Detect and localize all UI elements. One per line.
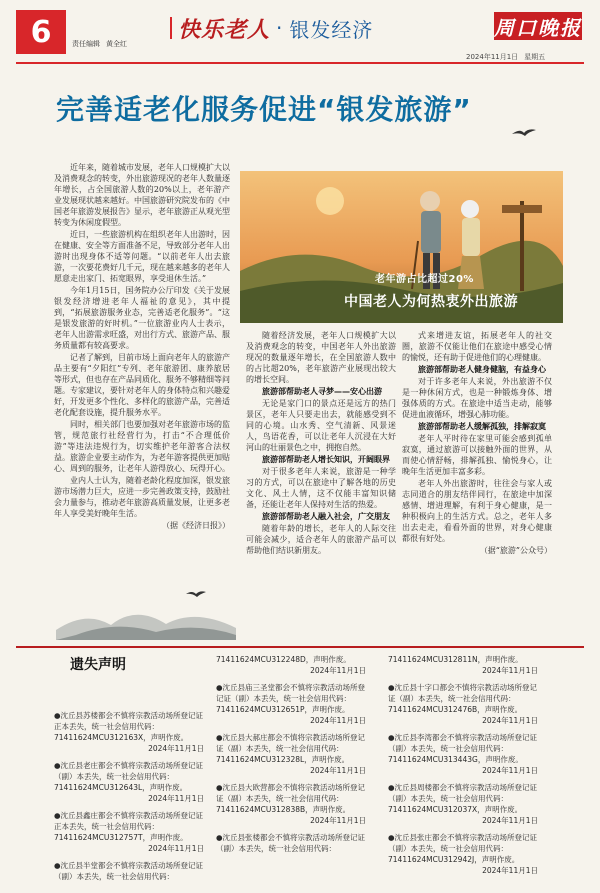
column-name: [170, 14, 373, 42]
notice-date: 2024年11月1日: [148, 744, 204, 753]
section-heading: 旅游部帮助老人融入社会，广交朋友: [262, 512, 390, 521]
notice-column-3: [388, 654, 538, 882]
article-paragraph: 业内人士认为，随着老龄化程度加深，银发旅游市场潜力巨大，应进一步完善政策支持，鼓励社会力量参与，推动老年旅游高质量发展，让更多老年人享受美好晚年生活。: [54, 476, 230, 518]
article-paragraph: 随着年龄的增长，老年人的人际交往可能会减少，适合老年人的旅游产品可以帮助他们结识新朋友。: [246, 524, 396, 555]
notice-text: ●沈丘县十字口都会不慎将宗教活动场所登记证（副）本丢失，统一社会信用代码：71411624MCU312476B，声明作废。: [388, 683, 538, 714]
article-headline: 完善适老化服务促进“银发旅游”: [56, 93, 472, 126]
editor-name: 黄全红: [106, 40, 127, 48]
notice-text: ●沈丘县老庄都会不慎将宗教活动场所登记证（副）本丢失，统一社会信用代码：71411624MCU312643L，声明作废。: [54, 761, 204, 792]
issue-date: 2024年11月1日: [466, 53, 519, 61]
column-title-sub: 银发经济: [289, 17, 374, 42]
notice-date: 2024年11月1日: [482, 766, 538, 775]
notice-date: 2024年11月1日: [482, 866, 538, 875]
editor-label: 责任编辑: [72, 40, 100, 48]
notice-item: [54, 760, 204, 804]
notice-item: [54, 860, 204, 882]
notice-column-1: [54, 710, 204, 888]
notice-date: 2024年11月1日: [310, 766, 366, 775]
issue-weekday: 星期五: [524, 53, 546, 61]
masthead: [0, 0, 600, 74]
article-paragraph: 今年1月15日，国务院办公厅印发《关于发展银发经济增进老年人福祉的意见》，其中提到，“拓展旅游服务业态，完善适老化服务”。“这是银发旅游的好时机。”一位旅游业内人士表示，老年人出游需求旺盛，对出行方式、旅游产品、服务质量都有较高要求。: [54, 286, 230, 350]
notice-item: [388, 732, 538, 776]
page-number: 6: [16, 10, 66, 54]
notice-text: ●沈丘县张庄都会不慎将宗教活动场所登记证（副）本丢失，统一社会信用代码：71411624MCU312942J，声明作废。: [388, 833, 538, 864]
section-heading: 旅游部帮助老人寻梦——安心出游: [262, 387, 382, 396]
notice-rule: [16, 646, 584, 648]
notice-item: [388, 832, 538, 876]
notice-item: [54, 810, 204, 854]
column-divider: [170, 17, 172, 39]
article-paragraph: 对于很多老年人来说，旅游是一种学习的方式，可以在旅途中了解各地的历史文化、风土人情，这不仅能丰富知识储备，还能让老年人保持对生活的热爱。: [246, 467, 396, 509]
notice-date: 2024年11月1日: [482, 716, 538, 725]
notice-item: [216, 782, 366, 826]
ink-landscape-decoration: [56, 580, 236, 640]
notice-date: 2024年11月1日: [310, 816, 366, 825]
article-paragraph: 近日，一些旅游机构在组织老年人出游时，因在健康、安全等方面准备不足，导致部分老年人出游时出现身体不适等问题。“以前老年人出去旅游，一次要花费好几千元，现在越来越多的老年人愿意走出家门、拓宽眼界，享受退休生活。”: [54, 230, 230, 283]
article-paragraph: 老年人外出旅游时，往往会与家人或志同道合的朋友结伴同行，在旅途中加深感情、增进理解，有利于身心健康，是一种积极向上的生活方式。总之，老年人多出去走走，看看外面的世界，对身心健康都很有好处。: [402, 479, 552, 543]
notice-date: 2024年11月1日: [148, 794, 204, 803]
notice-text: 71411624MCU312248D，声明作废。: [216, 655, 351, 664]
notice-title: 遗失声明: [70, 657, 126, 673]
notice-text: ●沈丘县李湾都会不慎将宗教活动场所登记证（副）本丢失，统一社会信用代码：71411624MCU313443G，声明作废。: [388, 733, 538, 764]
article-credit: （据“旅游”公众号）: [479, 546, 552, 555]
notice-text: ●沈丘县张楼都会不慎将宗教活动场所登记证（副）本丢失，统一社会信用代码：: [216, 833, 366, 853]
section-heading: 旅游部帮助老人健身健脑，有益身心: [418, 365, 546, 374]
photo-caption-large: 中国老人为何热衷外出旅游: [344, 294, 518, 310]
article-right-column: [402, 330, 552, 630]
article-credit: （据《经济日报》）: [162, 521, 230, 530]
notice-date: 2024年11月1日: [310, 666, 366, 675]
notice-item: [216, 732, 366, 776]
notice-item: [388, 654, 538, 676]
notice-column-2: [216, 654, 366, 860]
notice-date: 2024年11月1日: [310, 716, 366, 725]
notice-item: [388, 682, 538, 726]
notice-text: ●沈丘县周楼都会不慎将宗教活动场所登记证（副）本丢失，统一社会信用代码：71411624MCU312037X，声明作废。: [388, 783, 538, 814]
notice-text: 71411624MCU312811N，声明作废。: [388, 655, 523, 664]
swallow-icon: [510, 126, 538, 140]
paper-logo: 周口晚报: [494, 12, 582, 40]
notice-text: ●沈丘县半堂都会不慎将宗教活动场所登记证（副）本丢失，统一社会信用代码：: [54, 861, 204, 881]
article-middle-column: [246, 330, 396, 630]
article-paragraph: 记者了解到，目前市场上面向老年人的旅游产品主要有“夕阳红”专列、老年旅游团、康养旅居等形式，但也存在产品同质化、服务不够精细等问题。专家建议，要针对老年人的身体特点和兴趣爱好，开发更多个性化、多样化的旅游产品，完善适老化配套设施，提升服务水平。: [54, 353, 230, 417]
notice-item: [216, 682, 366, 726]
notice-item: [388, 782, 538, 826]
masthead-rule: [16, 62, 584, 64]
section-heading: 旅游部帮助老人增长知识，开阔眼界: [262, 455, 390, 464]
notice-item: [216, 654, 366, 676]
photo-caption-small: 老年游占比超过20%: [375, 274, 474, 285]
editor-line: [72, 39, 133, 49]
notice-item: [54, 710, 204, 754]
article-paragraph: 同时，相关部门也要加强对老年旅游市场的监管，规范旅行社经营行为，打击“不合理低价游”等违法违规行为，切实维护老年游客合法权益。旅游企业要主动作为，为老年游客提供更加贴心、周到的服务，让老年人游得放心、玩得开心。: [54, 420, 230, 473]
lost-notice-section: [16, 646, 584, 893]
notice-text: ●沈丘县庙三圣堂都会不慎将宗教活动场所登记证（副）本丢失，统一社会信用代码：71411624MCU312651P，声明作废。: [216, 683, 366, 714]
article-left-column: [54, 162, 230, 610]
column-title-main: 快乐老人: [178, 16, 271, 43]
notice-date: 2024年11月1日: [482, 666, 538, 675]
notice-item: [216, 832, 366, 854]
column-separator: ·: [276, 16, 284, 40]
notice-text: ●沈丘县大郝庄都会不慎将宗教活动场所登记证（副）本丢失，统一社会信用代码：71411624MCU312328L，声明作废。: [216, 733, 366, 764]
notice-text: ●沈丘县苏楼都会不慎将宗教活动场所登记证正本丢失，统一社会信用代码：71411624MCU312163X，声明作废。: [54, 711, 204, 742]
notice-text: ●沈丘县鑫庄都会不慎将宗教活动场所登记证正本丢失，统一社会信用代码：71411624MCU312757T，声明作废。: [54, 811, 204, 842]
article-paragraph: 老年人平时待在家里可能会感到孤单寂寞，通过旅游可以接触外面的世界，从而使心情舒畅，排解孤独、愉悦身心，让晚年生活更加丰富多彩。: [402, 434, 552, 476]
notice-text: ●沈丘县大欧营都会不慎将宗教活动场所登记证（副）本丢失，统一社会信用代码：71411624MCU312838B，声明作废。: [216, 783, 366, 814]
article-paragraph: 近年来，随着城市发展，老年人口规模扩大以及消费观念的转变，外出旅游现况的老年人数量逐年增长，占全国旅游人数的20%以上，老年游产业发展现状越来越好。中国旅游研究院发布的《中国老年旅游发展报告》显示，老年旅游正从观光型转变为休闲度假型。: [54, 163, 230, 227]
section-heading: 旅游部帮助老人缓解孤独，排解寂寞: [418, 422, 546, 431]
notice-date: 2024年11月1日: [148, 844, 204, 853]
article-paragraph: 无论是家门口的景点还是远方的热门景区，老年人只要走出去，就能感受到不同的心境。山水秀、空气清新、风景迷人，鸟语花香，可以让老年人沉浸在大好河山的壮丽景色之中，拥抱自然。: [246, 399, 396, 452]
notice-date: 2024年11月1日: [482, 816, 538, 825]
date-line: [460, 52, 545, 62]
article-paragraph: 式来增进友谊，拓展老年人的社交圈，旅游不仅能让他们在旅途中感受心情的愉悦，还有助于促进他们的心理健康。: [402, 331, 552, 362]
article-paragraph: 随着经济发展，老年人口规模扩大以及消费观念的转变，中国老年人外出旅游现况的数量逐年增长，在全国旅游人数中的占比超20%，老年旅游产业展现出较大的增长空间。: [246, 331, 396, 384]
article-paragraph: 对于许多老年人来说，外出旅游不仅是一种休闲方式，也是一种锻炼身体、增强体质的方式。在旅途中适当走动，能够促进血液循环，增强心肺功能。: [402, 377, 552, 419]
